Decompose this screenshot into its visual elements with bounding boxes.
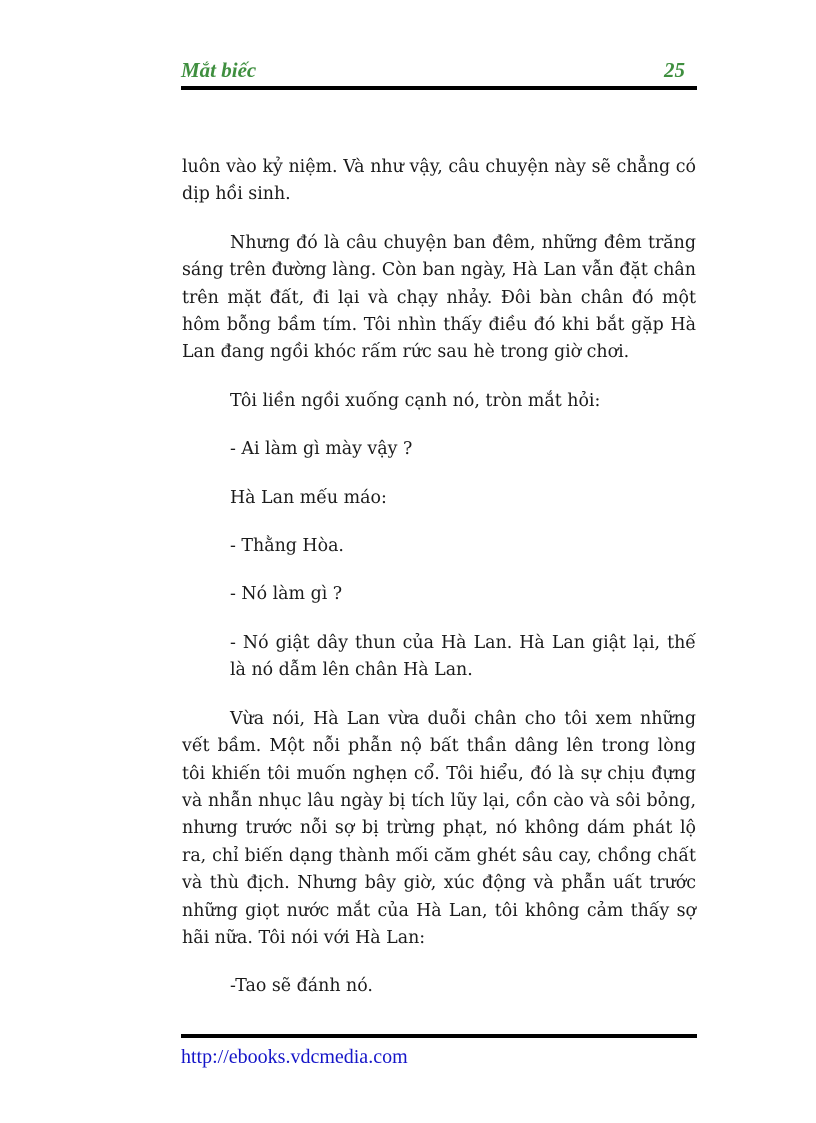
footer-link[interactable]: http://ebooks.vdcmedia.com	[181, 1046, 408, 1068]
dialogue-line: -Tao sẽ đánh nó.	[230, 976, 373, 997]
header-rule	[181, 86, 697, 90]
paragraph: Tôi liền ngồi xuống cạnh nó, tròn mắt hỏi:	[230, 390, 601, 411]
paragraph: Hà Lan mếu máo:	[230, 487, 387, 508]
page-number: 25	[664, 58, 685, 82]
paragraph: Vừa nói, Hà Lan vừa duỗi chân cho tôi xem những vết bầm. Một nỗi phẫn nộ bất thần dâng lên trong lòng tôi khiến tôi muốn nghẹn cổ. Tôi hiểu, đó là sự chịu đựng và nhẫn nhục lâu ngày bị tích lũy lại, cồn cào và sôi bỏng, nhưng trước nỗi sợ bị trừng phạt, nó không dám phát lộ ra, chỉ biến dạng thành mối căm ghét sâu cay, chồng chất và thù địch. Nhưng bây giờ, xúc động và phẫn uất trước những giọt nước mắt của Hà Lan, tôi không cảm thấy sợ hãi nữa. Tôi nói với Hà Lan:	[182, 708, 696, 948]
paragraph: Nhưng đó là câu chuyện ban đêm, những đêm trăng sáng trên đường làng. Còn ban ngày, Hà Lan vẫn đặt chân trên mặt đất, đi lại và chạy nhảy. Đôi bàn chân đó một hôm bỗng bầm tím. Tôi nhìn thấy điều đó khi bắt gặp Hà Lan đang ngồi khóc rấm rức sau hè trong giờ chơi.	[182, 232, 696, 363]
footer-rule	[181, 1034, 697, 1038]
dialogue-line: - Nó giật dây thun của Hà Lan. Hà Lan giật lại, thế là nó dẫm lên chân Hà Lan.	[230, 632, 696, 681]
dialogue-line: - Thằng Hòa.	[230, 536, 344, 557]
book-title: Mắt biếc	[181, 58, 257, 82]
dialogue-line: - Ai làm gì mày vậy ?	[230, 439, 413, 460]
page-header	[181, 56, 697, 86]
page-body	[182, 154, 696, 1022]
dialogue-line: - Nó làm gì ?	[230, 584, 343, 605]
paragraph: luôn vào kỷ niệm. Và như vậy, câu chuyện này sẽ chẳng có dịp hồi sinh.	[182, 157, 696, 205]
